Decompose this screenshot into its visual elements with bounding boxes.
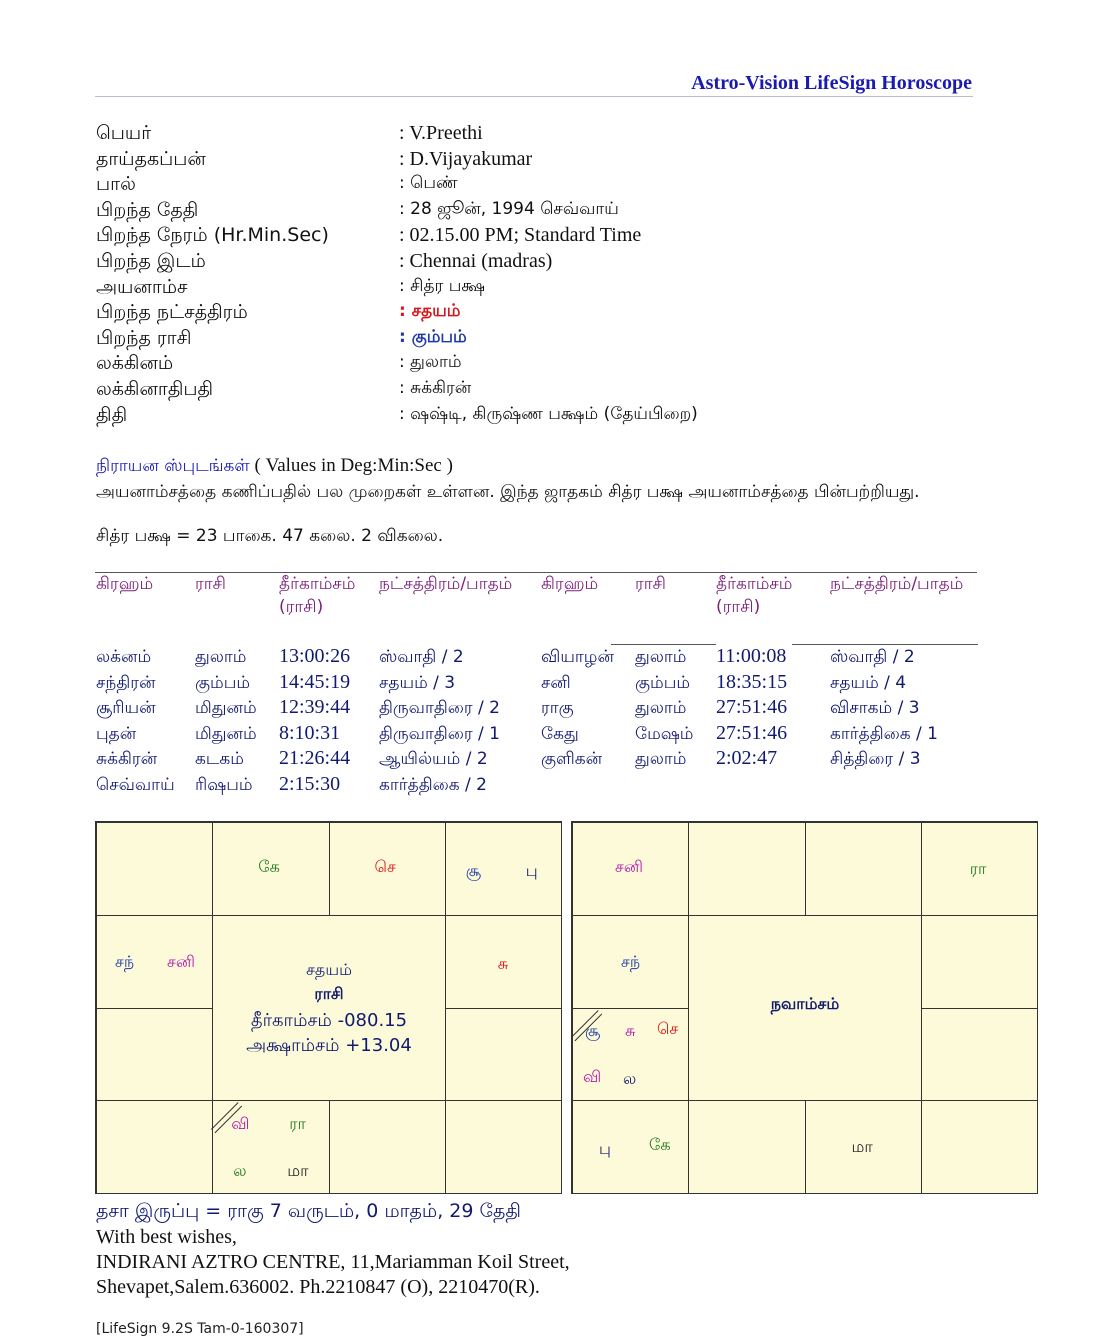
chart-house bbox=[921, 915, 1038, 1009]
info-label: பிறந்த நேரம் (Hr.Min.Sec) bbox=[96, 224, 329, 247]
planet-cell-deg: 18:35:15 bbox=[716, 670, 788, 693]
planet-marker: ரா bbox=[969, 859, 987, 878]
info-value: : D.Vijayakumar bbox=[399, 147, 533, 170]
longitude: தீர்காம்சம் -080.15 bbox=[250, 1009, 408, 1031]
info-row bbox=[96, 378, 698, 404]
chart-house bbox=[212, 822, 329, 916]
chart-center bbox=[212, 915, 446, 1102]
planet-marker: கே bbox=[258, 857, 280, 876]
info-label: பிறந்த நட்சத்திரம் bbox=[96, 301, 248, 324]
planet-cell-planet: புதன் bbox=[96, 723, 137, 744]
planet-marker: சூ bbox=[465, 861, 482, 880]
info-value: : பெண் bbox=[399, 173, 458, 194]
chart-house bbox=[572, 822, 689, 916]
planet-cell-star: ஸ்வாதி / 2 bbox=[830, 647, 915, 667]
planet-marker: பு bbox=[599, 1139, 611, 1159]
planet-cell-planet: சனி bbox=[541, 672, 571, 693]
info-value: : ஷஷ்டி, கிருஷ்ண பக்ஷம் (தேய்பிறை) bbox=[399, 403, 698, 424]
info-label: தாய்தகப்பன் bbox=[96, 147, 206, 170]
planet-cell-deg: 2:02:47 bbox=[716, 747, 778, 769]
info-value: : சித்ர பக்ஷ bbox=[399, 275, 485, 296]
planet-cell-deg: 11:00:08 bbox=[716, 645, 787, 667]
planet-cell-deg: 13:00:26 bbox=[279, 645, 351, 667]
info-row bbox=[96, 352, 698, 378]
planet-cell-planet: வியாழன் bbox=[541, 647, 614, 667]
planet-cell-rasi: ரிஷபம் bbox=[195, 774, 253, 795]
planet-marker: பு bbox=[525, 861, 538, 880]
info-row bbox=[96, 276, 698, 302]
info-value: : சுக்கிரன் bbox=[399, 377, 472, 398]
chart-house bbox=[96, 915, 213, 1009]
info-row bbox=[96, 301, 698, 327]
planet-cell-star: சதயம் / 4 bbox=[830, 672, 907, 693]
planet-marker: செ bbox=[657, 1018, 679, 1038]
planet-cell-planet: கேது bbox=[541, 723, 579, 744]
chart-house bbox=[445, 915, 562, 1009]
info-label: பிறந்த ராசி bbox=[96, 326, 192, 349]
chart-center bbox=[688, 915, 922, 1102]
chart-house bbox=[921, 1008, 1038, 1102]
chart-house bbox=[805, 1100, 922, 1194]
planet-cell-deg: 21:26:44 bbox=[279, 747, 351, 769]
sputa-heading-english: ( Values in Deg:Min:Sec ) bbox=[249, 455, 453, 476]
info-label: அயனாம்ச bbox=[96, 275, 188, 298]
planet-cell-rasi: மிதுனம் bbox=[195, 698, 257, 718]
planet-marker: சந் bbox=[621, 951, 641, 971]
document-title: Astro-Vision LifeSign Horoscope bbox=[691, 72, 972, 94]
center-star: சதயம் bbox=[306, 959, 352, 979]
table-header: தீர்காம்சம் (ராசி) bbox=[279, 574, 356, 617]
planet-cell-star: கார்த்திகை / 2 bbox=[379, 774, 487, 795]
info-label: பால் bbox=[96, 173, 136, 196]
planet-cell-rasi: மேஷம் bbox=[635, 723, 694, 744]
planet-cell-rasi: துலாம் bbox=[635, 749, 687, 769]
info-label: பிறந்த இடம் bbox=[96, 249, 206, 272]
chitra-paksha-value: சித்ர பக்ஷ = 23 பாகை. 47 கலை. 2 விகலை. bbox=[96, 526, 444, 546]
planet-cell-rasi: கும்பம் bbox=[195, 672, 251, 693]
planet-cell-star: ஸ்வாதி / 2 bbox=[379, 647, 464, 667]
planet-cell-rasi: கும்பம் bbox=[635, 672, 691, 693]
chart-house bbox=[572, 1100, 689, 1194]
planet-cell-rasi: துலாம் bbox=[635, 647, 687, 667]
info-label: பிறந்த தேதி bbox=[96, 198, 199, 221]
info-value: : 28 ஜூன், 1994 செவ்வாய் bbox=[399, 198, 619, 219]
chart-house bbox=[572, 1008, 689, 1102]
planet-marker: சந் bbox=[115, 951, 135, 971]
chart-house bbox=[329, 1100, 446, 1194]
planet-cell-rasi: மிதுனம் bbox=[195, 723, 257, 744]
info-row bbox=[96, 122, 698, 148]
planet-cell-star: திருவாதிரை / 1 bbox=[379, 723, 500, 744]
planet-marker: மா bbox=[851, 1137, 873, 1157]
planet-cell-star: ஆயில்யம் / 2 bbox=[379, 749, 488, 769]
planet-cell-rasi: கடகம் bbox=[195, 749, 244, 769]
planet-marker: ல bbox=[623, 1068, 637, 1088]
info-label: லக்கினம் bbox=[96, 352, 174, 375]
planet-marker: சு bbox=[497, 953, 509, 973]
chart-house bbox=[96, 1100, 213, 1194]
planet-marker: சனி bbox=[167, 951, 195, 971]
sputa-heading bbox=[96, 454, 453, 478]
info-row bbox=[96, 224, 698, 250]
planet-marker: வி bbox=[231, 1114, 250, 1134]
planet-cell-star: சித்திரை / 3 bbox=[830, 749, 921, 769]
planet-cell-deg: 2:15:30 bbox=[279, 772, 341, 795]
planet-cell-planet: குளிகன் bbox=[541, 749, 603, 769]
center-title: நவாம்சம் bbox=[770, 993, 840, 1013]
dasa-balance: தசா இருப்பு = ராகு 7 வருடம், 0 மாதம், 29 தேதி bbox=[96, 1200, 521, 1222]
chart-house bbox=[445, 1100, 562, 1194]
planet-marker: ல bbox=[233, 1161, 247, 1181]
planet-cell-star: சதயம் / 3 bbox=[379, 672, 456, 693]
address-line-1: INDIRANI AZTRO CENTRE, 11,Mariamman Koil Street, bbox=[96, 1251, 570, 1273]
chart-house bbox=[96, 822, 213, 916]
table-header: ராசி bbox=[195, 574, 226, 594]
table-header: ராசி bbox=[635, 574, 666, 594]
chart-house bbox=[96, 1008, 213, 1102]
info-value: : கும்பம் bbox=[399, 326, 467, 347]
chart-house bbox=[329, 822, 446, 916]
planet-cell-star: திருவாதிரை / 2 bbox=[379, 698, 500, 718]
table-header: கிரஹம் bbox=[96, 574, 154, 594]
chart-house bbox=[688, 1100, 805, 1194]
planet-cell-deg: 8:10:31 bbox=[279, 721, 341, 744]
chart-house bbox=[921, 822, 1038, 916]
planet-cell-rasi: துலாம் bbox=[635, 698, 687, 718]
chart-house bbox=[921, 1100, 1038, 1194]
info-row bbox=[96, 199, 698, 225]
latitude: அக்ஷாம்சம் +13.04 bbox=[246, 1034, 412, 1056]
info-row bbox=[96, 173, 698, 199]
chart-house bbox=[445, 1008, 562, 1102]
planet-marker: சனி bbox=[615, 857, 643, 876]
planet-cell-planet: சூரியன் bbox=[96, 698, 156, 718]
planet-marker: வி bbox=[583, 1066, 602, 1086]
chart-house bbox=[805, 822, 922, 916]
wishes-line: With best wishes, bbox=[96, 1226, 237, 1248]
sputa-heading-tamil: நிராயன ஸ்புடங்கள் bbox=[96, 456, 250, 476]
info-value: : சதயம் bbox=[399, 301, 461, 322]
planet-marker: ரா bbox=[289, 1114, 306, 1134]
version-label: [LifeSign 9.2S Tam-0-160307] bbox=[96, 1321, 304, 1337]
chart-house bbox=[572, 915, 689, 1009]
table-header: கிரஹம் bbox=[541, 574, 599, 594]
chart-house bbox=[688, 822, 805, 916]
planet-cell-deg: 27:51:46 bbox=[716, 696, 788, 718]
planet-marker: கே bbox=[649, 1135, 671, 1155]
info-row bbox=[96, 148, 698, 174]
table-header: நட்சத்திரம்/பாதம் bbox=[830, 574, 964, 594]
center-title: ராசி bbox=[314, 983, 344, 1003]
header-divider bbox=[95, 96, 973, 97]
birth-details bbox=[96, 122, 698, 429]
info-row bbox=[96, 250, 698, 276]
planet-cell-deg: 14:45:19 bbox=[279, 670, 351, 693]
table-header: நட்சத்திரம்/பாதம் bbox=[379, 574, 513, 594]
chart-house bbox=[445, 822, 562, 916]
planet-cell-star: கார்த்திகை / 1 bbox=[830, 723, 938, 744]
address-line-2: Shevapet,Salem.636002. Ph.2210847 (O), 2210470(R). bbox=[96, 1276, 540, 1298]
planet-cell-planet: சுக்கிரன் bbox=[96, 749, 158, 769]
planet-cell-rasi: துலாம் bbox=[195, 647, 247, 667]
info-label: லக்கினாதிபதி bbox=[96, 377, 214, 400]
info-row bbox=[96, 327, 698, 353]
header-underline bbox=[792, 644, 978, 645]
table-header: தீர்காம்சம் (ராசி) bbox=[716, 574, 793, 617]
planet-cell-planet: செவ்வாய் bbox=[96, 774, 175, 795]
planet-cell-planet: ராகு bbox=[541, 698, 574, 718]
ayanamsa-description: அயனாம்சத்தை கணிப்பதில் பல முறைகள் உள்ளன. இந்த ஜாதகம் சித்ர பக்ஷ அயனாம்சத்தை பின்பற்றியது. bbox=[96, 482, 920, 502]
planet-cell-deg: 12:39:44 bbox=[279, 696, 351, 718]
planet-cell-planet: லக்னம் bbox=[96, 647, 152, 667]
info-value: : துலாம் bbox=[399, 352, 462, 373]
planet-marker: சு bbox=[625, 1020, 636, 1040]
info-value: : 02.15.00 PM; Standard Time bbox=[399, 224, 642, 247]
planet-cell-planet: சந்திரன் bbox=[96, 672, 156, 693]
planet-marker: சூ bbox=[585, 1020, 601, 1040]
planet-marker: செ bbox=[374, 857, 396, 876]
planet-cell-star: விசாகம் / 3 bbox=[830, 698, 920, 718]
planet-cell-deg: 27:51:46 bbox=[716, 721, 788, 744]
info-value: : V.Preethi bbox=[399, 122, 483, 144]
navamsa-chart bbox=[571, 821, 1038, 1194]
info-label: திதி bbox=[96, 403, 128, 426]
header-underline bbox=[611, 644, 716, 645]
info-label: பெயர் bbox=[96, 122, 152, 144]
chart-house bbox=[212, 1100, 329, 1194]
rasi-chart bbox=[95, 821, 562, 1194]
info-value: : Chennai (madras) bbox=[399, 249, 553, 272]
planet-marker: மா bbox=[287, 1161, 309, 1181]
info-row bbox=[96, 404, 698, 430]
